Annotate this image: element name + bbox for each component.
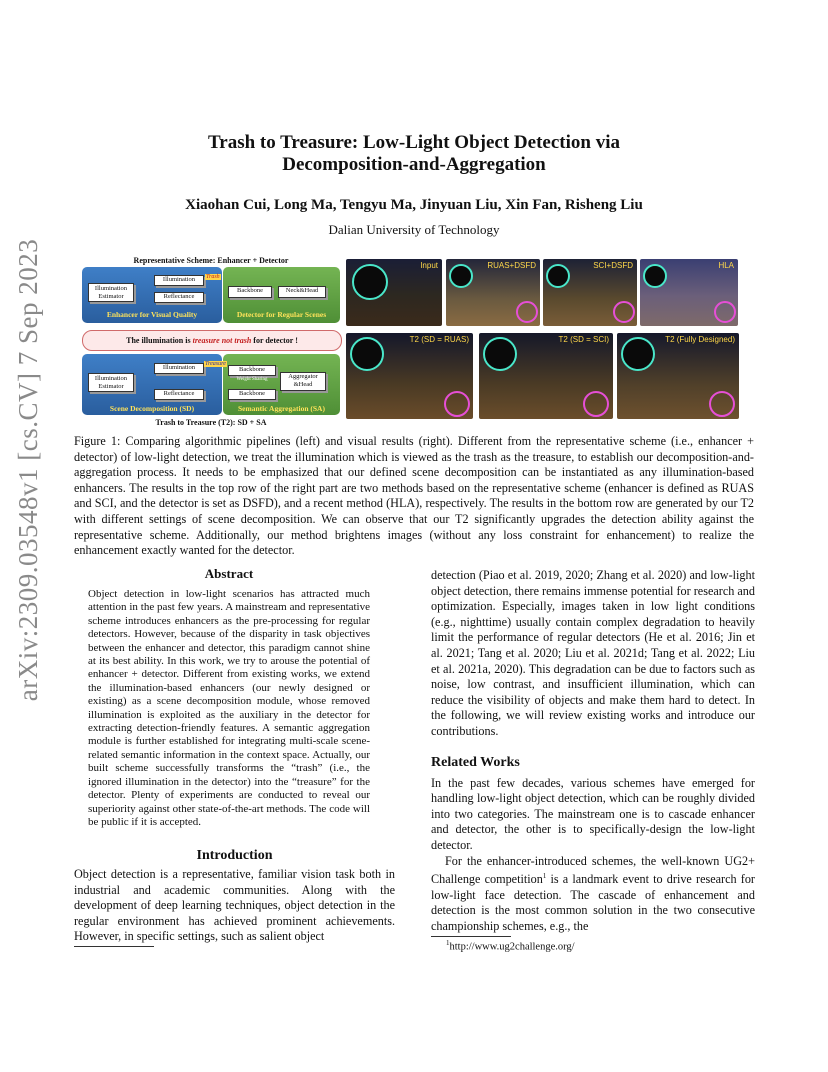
arxiv-sidebar: arXiv:2309.03548v1 [cs.CV] 7 Sep 2023 <box>13 238 43 702</box>
zoom-circle <box>483 337 517 371</box>
backbone-box-1: Backbone <box>228 365 276 376</box>
related-paragraph-2 <box>431 854 755 935</box>
photo-t2-sci <box>479 333 613 419</box>
photo-label-hla: HLA <box>718 261 734 270</box>
sd-reflectance-box: Reflectance <box>154 389 204 400</box>
related-works-heading: Related Works <box>431 754 520 770</box>
illumination-box: Illumination <box>154 275 204 286</box>
related-paragraph-2-start: For the enhancer-introduced schemes, the well-known UG2+ Challenge competition <box>431 853 755 887</box>
zoom-circle <box>643 264 667 288</box>
photo-hla <box>640 259 738 326</box>
photo-t2-full <box>617 333 739 419</box>
footnote-rule-right <box>431 936 511 937</box>
photo-t2-ruas <box>346 333 473 419</box>
zoom-circle-magenta <box>444 391 470 417</box>
photo-ruas-dsfd <box>446 259 540 326</box>
zoom-circle-magenta <box>714 301 736 323</box>
diagram-top-title: Representative Scheme: Enhancer + Detector <box>133 256 289 265</box>
related-paragraph-1: In the past few decades, various schemes have emerged for handling low-light object detection, which can be roughly divided into two categories. The mainstream one is to cascade enhancer and detector, the other is to specifically-design the low-light detector. <box>431 775 755 852</box>
abstract-heading: Abstract <box>204 566 254 581</box>
sd-label: Scene Decomposition (SD) <box>109 404 195 413</box>
photo-label-t2-sci: T2 (SD = SCI) <box>558 335 609 344</box>
reflectance-box: Reflectance <box>154 292 204 303</box>
weight-sharing-label: Weight Sharing <box>236 377 268 382</box>
zoom-circle <box>352 264 388 300</box>
footnote-rule-left <box>74 946 154 947</box>
photo-input <box>346 259 442 326</box>
pipeline-diagram <box>80 253 342 428</box>
related-paragraph-2-end: is a landmark event to drive research for low-light face detection. The cascade of enhancement and detection is the most common solution in the two consecutive championship schemes, e.g., the <box>431 872 755 933</box>
zoom-circle <box>546 264 570 288</box>
footnote-url: http://www.ug2challenge.org/ <box>449 941 575 953</box>
paper-title <box>0 132 828 176</box>
title-line-2: Decomposition-and-Aggregation <box>282 154 546 175</box>
photo-label-input: Input <box>420 261 438 270</box>
photo-sci-dsfd <box>543 259 637 326</box>
treasure-tag: Treasure <box>205 361 226 367</box>
backbone-box-top: Backbone <box>228 286 272 298</box>
illumination-message <box>82 330 342 351</box>
photo-label-t2-full: T2 (Fully Designed) <box>665 335 735 344</box>
trash-tag: Trash <box>206 274 220 280</box>
zoom-circle-magenta <box>583 391 609 417</box>
zoom-circle <box>350 337 384 371</box>
footnote-ref: 1 <box>542 872 547 881</box>
illum-estimator-box: Illumination Estimator <box>88 283 134 302</box>
photo-label-t2-ruas: T2 (SD = RUAS) <box>409 335 469 344</box>
abstract-text: Object detection in low-light scenarios has attracted much attention in the past few years. A mainstream and representative scheme introduces enhancers as the pre-processing for regular detectors. However, because of the disparity in task objectives between the enhancer and detector, this paradigm cannot shine at its best ability. In this work, we try to arouse the potential of enhancer + detector. Different from existing works, we extend the illumination-based enhancers (our newly designed or existing) as a scene decomposition module, whose removed illumination is exploited as the auxiliary in the detector for extracting detection-friendly features. A semantic aggregation module is further established for integrating multi-scale scene-related semantic information in the context space. Actually, our built scheme successfully transforms the “trash” (i.e., the ignored illumination in the detector) into the “treasure” for the detector. Plenty of experiments are conducted to reveal our superiority against other state-of-the-art methods. The code will be public if it is accepted. <box>88 588 370 828</box>
authors: Xiaohan Cui, Long Ma, Tengyu Ma, Jinyuan Liu, Xin Fan, Risheng Liu <box>185 197 643 213</box>
detector-label: Detector for Regular Scenes <box>236 310 327 319</box>
zoom-circle-magenta <box>516 301 538 323</box>
sd-illum-estimator-box: Illumination Estimator <box>88 373 134 392</box>
aggregator-box: Aggregator &Head <box>280 372 326 391</box>
affiliation: Dalian University of Technology <box>328 222 500 237</box>
intro-section <box>74 848 395 945</box>
right-paragraph-1: detection (Piao et al. 2019, 2020; Zhang et al. 2020) and low-light object detection, there remains immense potential for research and optimization. Especially, images taken in low light conditions (e.g., nighttime) usually contain complex degradation to heavily limit the performance of regular detectors (He et al. 2016; Jin et al. 2021; Tang et al. 2020; Liu et al. 2021d; Tang et al. 2022; Liu et al. 2021a, 2020). This degradation can be due to factors such as noise, low contrast, and insufficient illumination, which can reduce the visibility of objects and make them hard to detect. In the following, we will review existing works and introduce our contributions. <box>431 568 755 738</box>
figure-caption: Figure 1: Comparing algorithmic pipelines (left) and visual results (right). Different from the representative scheme (i.e., enhancer + detector) of low-light detection, we treat the illumination which is viewed as the trash as the treasure, to establish our decomposition-and-aggregation process. It needs to be emphasized that our defined scene decomposition can be instantiated as any illumination-based enhancers. The results in the top row of the right part are two methods based on the representative scheme (enhancer is defined as RUAS and SCI, and the detector is set as DSFD), and a recent method (HLA), respectively. The results in the bottom row are generated by our T2 with different settings of scene decomposition. We can observe that our T2 significantly upgrades the detection ability against the representative scheme. Additionally, our method brightens images (without any loss constraint for enhancement) to realize the enhancement exactly wanted for the detector. <box>74 434 754 558</box>
intro-heading: Introduction <box>196 848 273 863</box>
pill-text-post: for detector ! <box>251 336 298 345</box>
sa-label: Semantic Aggregation (SA) <box>238 404 325 413</box>
footnote-mark: 1 <box>446 939 450 947</box>
diagram-bottom-title: Trash to Treasure (T2): SD + SA <box>155 418 267 427</box>
title-line-1: Trash to Treasure: Low-Light Object Detection via <box>208 132 620 153</box>
photo-label-ruas-dsfd: RUAS+DSFD <box>487 261 536 270</box>
zoom-circle <box>449 264 473 288</box>
abstract-section <box>88 566 370 829</box>
photo-label-sci-dsfd: SCI+DSFD <box>593 261 633 270</box>
pill-text-emphasis: treasure not trash <box>192 336 252 345</box>
zoom-circle <box>621 337 655 371</box>
intro-text: Object detection is a representative, familiar vision task both in industrial and academic communities. Along with the development of deep learning techniques, object detection in the regular environment has achieved prominent achievements. However, in specific settings, such as salient object <box>74 867 395 944</box>
enhancer-label: Enhancer for Visual Quality <box>106 310 198 319</box>
right-column <box>431 568 755 935</box>
sd-illumination-box: Illumination <box>154 363 204 374</box>
backbone-box-2: Backbone <box>228 389 276 400</box>
footnote <box>446 939 575 953</box>
neck-head-box: Neck&Head <box>278 286 326 298</box>
zoom-circle-magenta <box>709 391 735 417</box>
pill-text-pre: The illumination is <box>126 336 193 345</box>
zoom-circle-magenta <box>613 301 635 323</box>
